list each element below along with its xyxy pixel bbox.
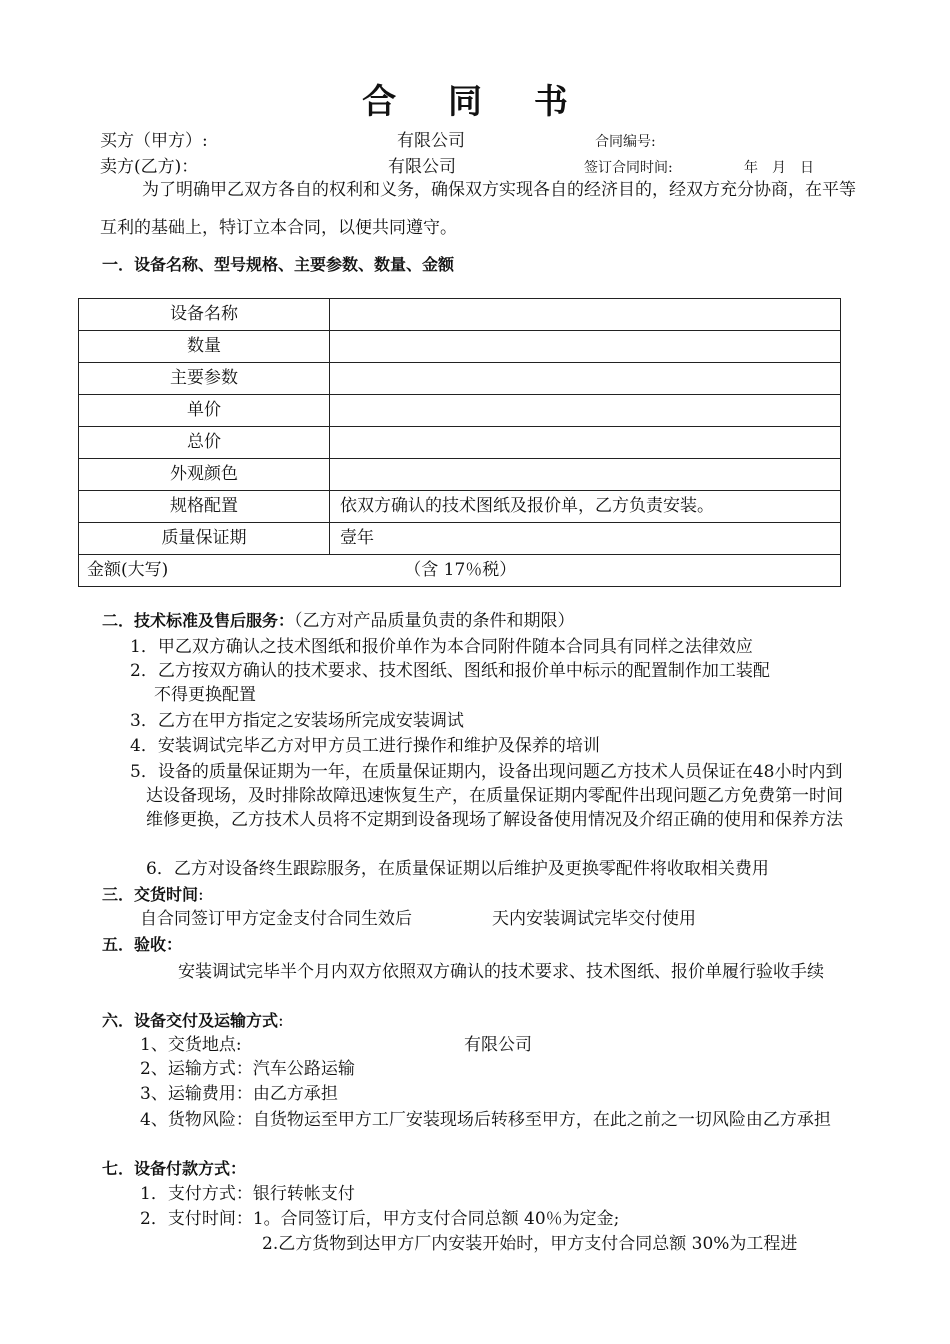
table-row [79,331,841,363]
section2-heading: 二．技术标准及售后服务： [102,611,295,630]
acceptance-text: 安装调试完毕半个月内双方依照双方确认的技术要求、技术图纸、报价单履行验收手续 [178,962,824,982]
row-value [330,459,841,491]
row-label: 单价 [79,395,330,427]
sign-time-label: 签订合同时间: [584,160,673,176]
section2-item-3: 3．乙方在甲方指定之安装场所完成安装调试 [130,711,464,731]
table-row [79,523,841,555]
table-row [79,299,841,331]
contract-number-label: 合同编号: [595,134,656,150]
table-row [79,491,841,523]
equipment-table [78,298,841,587]
seller-label: 卖方(乙方)： [100,157,199,177]
amount-label: 金额(大写) [87,560,169,580]
section3-heading: 三．交货时间 [102,885,199,904]
section2-item-5: 5．设备的质量保证期为一年，在质量保证期内，设备出现问题乙方技术人员保证在48小时内到达设备现场，及时排除故障迅速恢复生产，在质量保证期内零配件出现问题乙方免费第一时间维修更换，乙方技术人员将不定期到设备现场了解设备使用情况及介绍正确的使用和保养方法 [130,762,843,830]
section6-heading: 六．设备交付及运输方式 [102,1011,279,1030]
contract-title: 合 同 书 [362,82,588,122]
buyer-label: 买方（甲方）: [100,131,208,151]
row-label: 数量 [79,331,330,363]
section2-item-4: 4．安装调试完毕乙方对甲方员工进行操作和维护及保养的培训 [130,736,600,756]
row-label: 质量保证期 [79,523,330,555]
section2-item-2-cont: 不得更换配置 [154,685,256,705]
buyer-company: 有限公司 [397,131,465,151]
table-row [79,427,841,459]
amount-row [79,555,841,587]
payment-time-2: 2.乙方货物到达甲方厂内安装开始时，甲方支付合同总额 30%为工程进 [262,1234,798,1254]
section2-item-2: 2．乙方按双方确认的技术要求、技术图纸、图纸和报价单中标示的配置制作加工装配 [130,661,770,681]
section2-note: （乙方对产品质量负责的条件和期限） [294,611,575,631]
payment-time-1: 2．支付时间：1。合同签订后，甲方支付合同总额 40％为定金; [140,1209,620,1229]
amount-tax: （含 17％税） [404,560,517,580]
sign-date: 年 月 日 [744,160,814,176]
section3-colon: : [198,885,204,905]
section2-item-1: 1．甲乙双方确认之技术图纸和报价单作为本合同附件随本合同具有同样之法律效应 [130,637,753,657]
table-row [79,459,841,491]
row-value: 依双方确认的技术图纸及报价单，乙方负责安装。 [330,491,841,523]
row-label: 设备名称 [79,299,330,331]
intro-paragraph: 为了明确甲乙双方各自的权利和义务，确保双方实现各自的经济目的，经双方充分协商，在平等互利的基础上，特订立本合同，以便共同遵守。 [100,180,856,238]
section1-heading: 一．设备名称、型号规格、主要参数、数量、金额 [102,255,455,274]
row-value [330,299,841,331]
row-value [330,331,841,363]
delivery-place-value: 有限公司 [464,1035,532,1055]
section6-colon: : [278,1011,284,1031]
section7-heading: 七．设备付款方式： [102,1159,247,1178]
row-value [330,427,841,459]
transport-cost: 3、运输费用：由乙方承担 [140,1084,338,1104]
row-value [330,363,841,395]
payment-method: 1．支付方式：银行转帐支付 [140,1184,355,1204]
delivery-time-text-a: 自合同签订甲方定金支付合同生效后 [140,909,412,929]
section2-heading-line [102,610,575,632]
delivery-time-text-b: 天内安装调试完毕交付使用 [492,909,696,929]
transport-method: 2、运输方式：汽车公路运输 [140,1059,355,1079]
row-value: 壹年 [330,523,841,555]
section2-item-6: 6．乙方对设备终生跟踪服务，在质量保证期以后维护及更换零配件将收取相关费用 [146,859,769,879]
row-label: 规格配置 [79,491,330,523]
row-label: 外观颜色 [79,459,330,491]
goods-risk: 4、货物风险：自货物运至甲方工厂安装现场后转移至甲方，在此之前之一切风险由乙方承担 [140,1110,831,1130]
delivery-place-label: 1、交货地点: [140,1035,242,1055]
section3-heading-line [102,884,204,906]
table-row [79,395,841,427]
table-row [79,363,841,395]
row-label: 总价 [79,427,330,459]
seller-company: 有限公司 [388,157,456,177]
row-value [330,395,841,427]
section5-heading: 五．验收： [102,935,183,954]
section6-heading-line [102,1010,284,1032]
row-label: 主要参数 [79,363,330,395]
amount-cell [79,555,841,587]
